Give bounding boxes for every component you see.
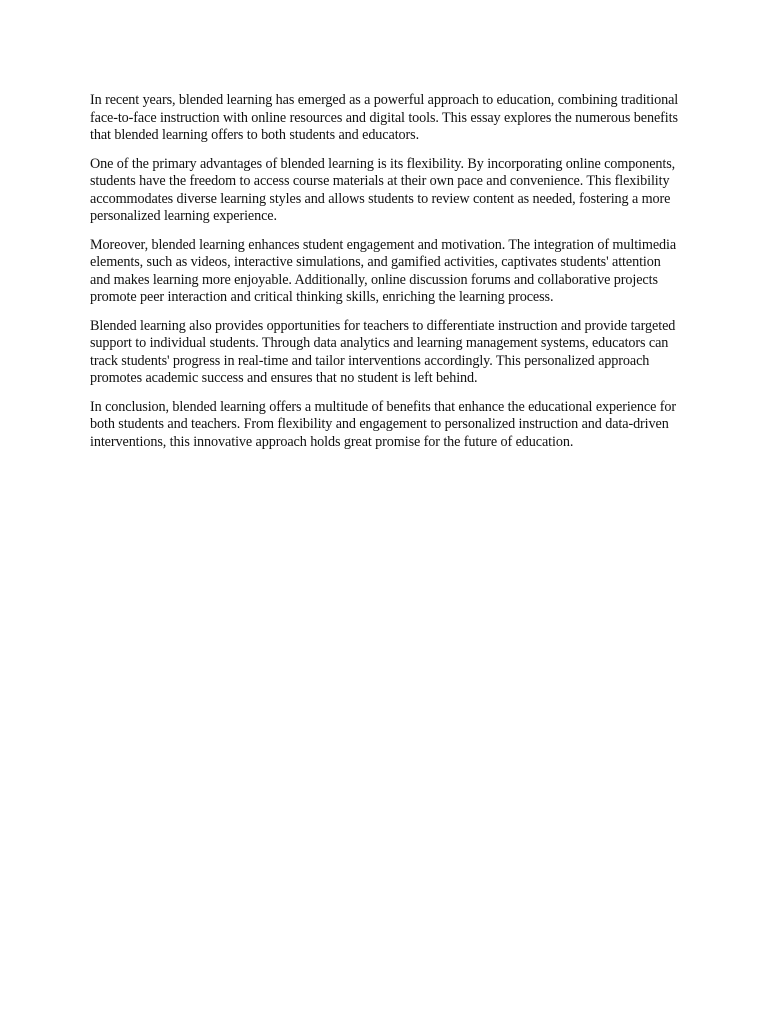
paragraph-engagement: Moreover, blended learning enhances student engagement and motivation. The integration of multimedia elements, such as videos, interactive simulations, and gamified activities, captivates students' attention and makes learning more enjoyable. Additionally, online discussion forums and collaborative projects promote peer interaction and critical thinking skills, enriching the learning process.: [90, 236, 677, 305]
document-body: [90, 92, 680, 462]
paragraph-differentiation: Blended learning also provides opportunities for teachers to differentiate instruction and provide targeted support to individual students. Through data analytics and learning management systems, educators can track students' progress in real-time and tailor interventions accordingly. This personalized approach promotes academic success and ensures that no student is left behind.: [90, 317, 676, 386]
paragraph-conclusion: In conclusion, blended learning offers a multitude of benefits that enhance the educational experience for both students and teachers. From flexibility and engagement to personalized instruction and data-driven interventions, this innovative approach holds great promise for the future of education.: [90, 398, 676, 450]
paragraph-flexibility: One of the primary advantages of blended learning is its flexibility. By incorporating online components, students have the freedom to access course materials at their own pace and convenience. This flexibility accommodates diverse learning styles and allows students to review content as needed, fostering a more personalized learning experience.: [90, 155, 676, 224]
paragraph-intro: In recent years, blended learning has emerged as a powerful approach to education, combining traditional face-to-face instruction with online resources and digital tools. This essay explores the numerous benefits that blended learning offers to both students and educators.: [90, 92, 679, 143]
